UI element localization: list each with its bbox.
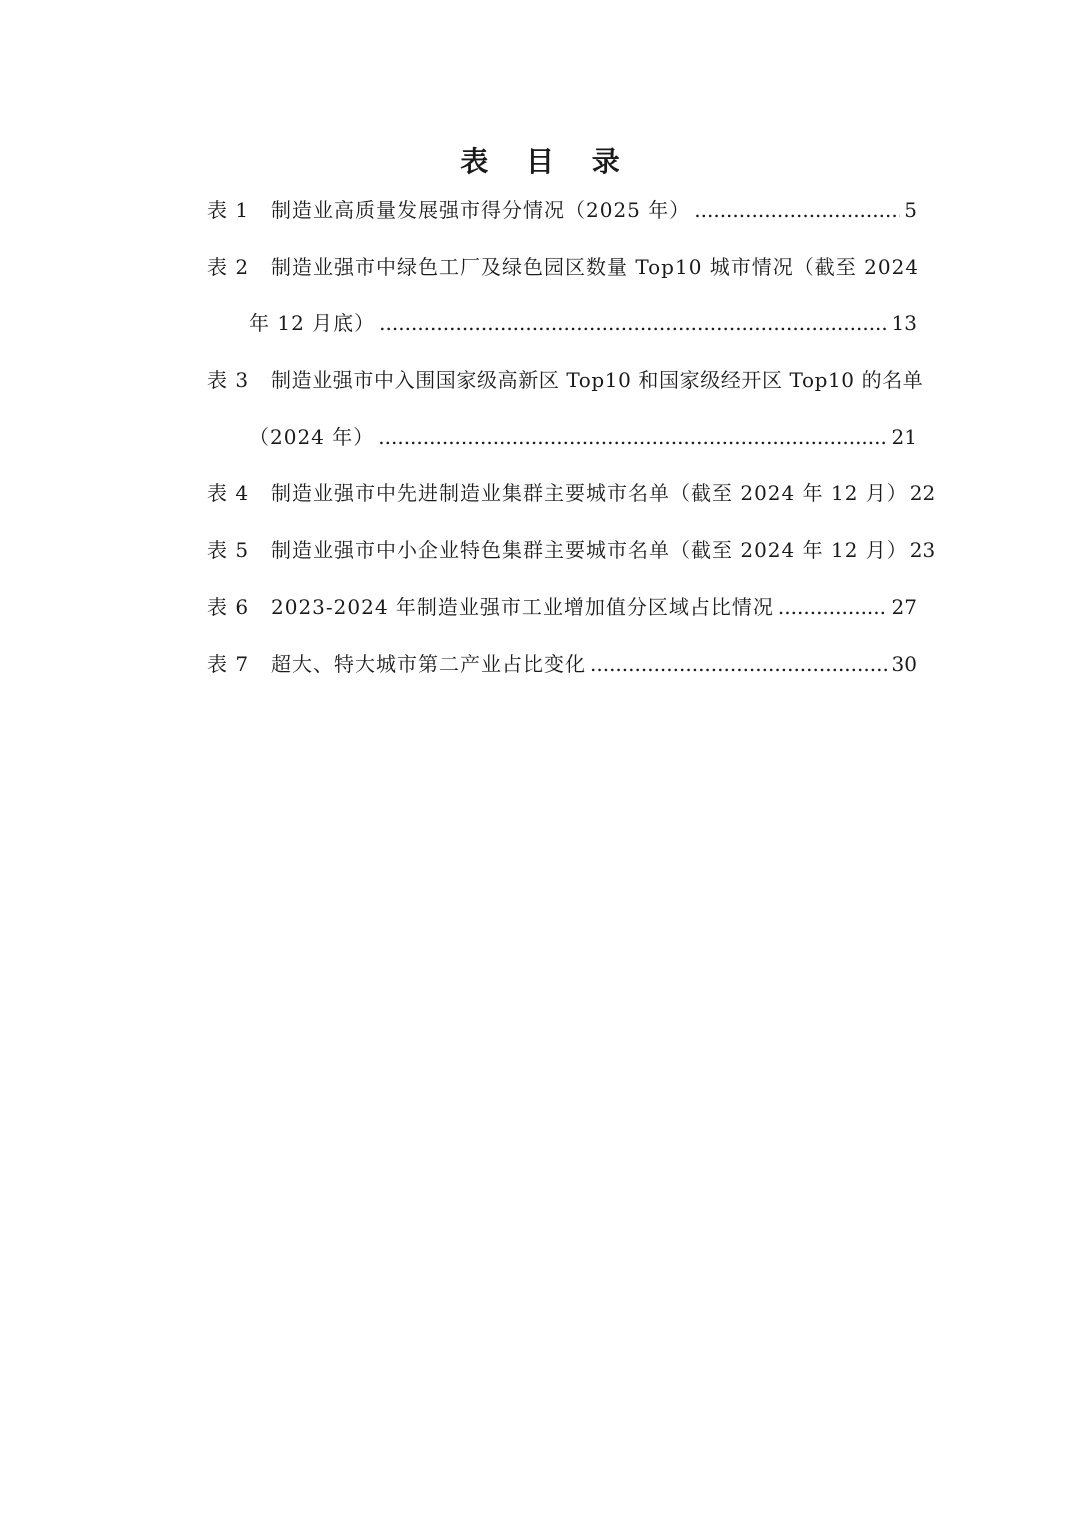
- entry-number: 表 5: [207, 538, 250, 563]
- toc-entry-2[interactable]: [207, 245, 920, 302]
- toc-entry-3[interactable]: [207, 358, 924, 415]
- dot-leader: [778, 585, 888, 629]
- entry-number: 表 4: [207, 481, 250, 506]
- toc-entry-2-continued[interactable]: [207, 301, 917, 358]
- table-of-contents: [207, 188, 936, 698]
- entry-number: 表 2: [207, 254, 250, 279]
- entry-number: 表 7: [207, 651, 250, 676]
- entry-title: 制造业强市中先进制造业集群主要城市名单（截至 2024 年 12 月）: [271, 481, 908, 506]
- entry-title-continued: 年 12 月底）: [249, 311, 376, 336]
- toc-entry-3-continued[interactable]: [207, 415, 917, 472]
- toc-entry-5[interactable]: [207, 528, 936, 585]
- entry-number: 表 1: [207, 198, 250, 222]
- entry-title: 制造业强市中绿色工厂及绿色园区数量 Top10 城市情况（截至 2024: [271, 254, 920, 279]
- toc-entry-6[interactable]: [207, 585, 917, 642]
- dot-leader: [694, 188, 900, 232]
- page-title: 表 目 录: [460, 145, 634, 178]
- dot-leader: [378, 415, 887, 459]
- entry-page-number: 5: [904, 198, 917, 222]
- entry-page-number: 23: [909, 538, 936, 563]
- entry-title: 制造业高质量发展强市得分情况（2025 年）: [271, 198, 691, 222]
- entry-title: 2023-2024 年制造业强市工业增加值分区域占比情况: [271, 594, 774, 619]
- entry-page-number: 27: [891, 594, 917, 619]
- entry-number: 表 6: [207, 594, 250, 619]
- entry-title: 制造业强市中入围国家级高新区 Top10 和国家级经开区 Top10 的名单: [271, 368, 924, 393]
- entry-page-number: 21: [891, 424, 917, 449]
- entry-title: 超大、特大城市第二产业占比变化: [271, 651, 586, 676]
- toc-entry-1[interactable]: [207, 188, 917, 245]
- entry-title-continued: （2024 年）: [249, 424, 375, 449]
- toc-entry-7[interactable]: [207, 642, 917, 699]
- entry-page-number: 22: [909, 481, 936, 506]
- entry-page-number: 30: [891, 651, 917, 676]
- entry-number: 表 3: [207, 368, 250, 393]
- dot-leader: [379, 301, 887, 345]
- dot-leader: [590, 642, 888, 686]
- entry-title: 制造业强市中小企业特色集群主要城市名单（截至 2024 年 12 月）: [271, 538, 908, 563]
- entry-page-number: 13: [891, 311, 917, 336]
- toc-entry-4[interactable]: [207, 471, 936, 528]
